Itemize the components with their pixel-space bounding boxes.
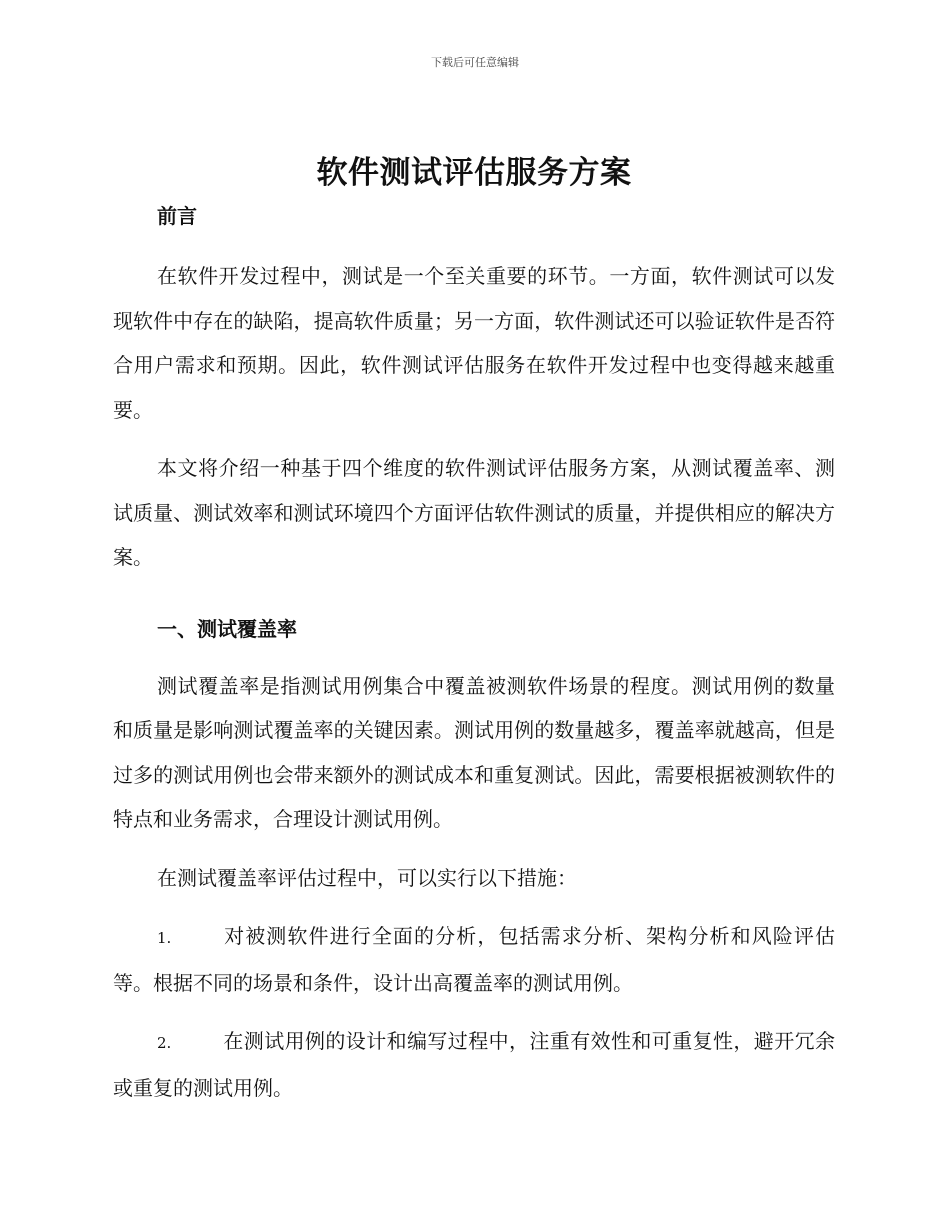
list-item-number: 1.	[157, 929, 172, 947]
section1-paragraph-2: 在测试覆盖率评估过程中，可以实行以下措施：	[157, 865, 577, 890]
preface-paragraph-2: 本文将介绍一种基于四个维度的软件测试评估服务方案，从测试覆盖率、测试质量、测试效率和测试环境四个方面评估软件测试的质量，并提供相应的解决方案。	[113, 456, 835, 569]
section-heading-coverage: 一、测试覆盖率	[157, 616, 297, 641]
document-title: 软件测试评估服务方案	[316, 155, 632, 191]
list-item	[113, 1019, 835, 1110]
section1-paragraph-1: 测试覆盖率是指测试用例集合中覆盖被测软件场景的程度。测试用例的数量和质量是影响测试覆盖率的关键因素。测试用例的数量越多，覆盖率就越高，但是过多的测试用例也会带来额外的测试成本和重复测试。因此，需要根据被测软件的特点和业务需求，合理设计测试用例。	[113, 673, 835, 831]
list-item-text: 在测试用例的设计和编写过程中，注重有效性和可重复性，避开冗余或重复的测试用例。	[113, 1029, 835, 1100]
list-item-number: 2.	[157, 1034, 172, 1052]
list-item-text: 对被测软件进行全面的分析，包括需求分析、架构分析和风险评估等。根据不同的场景和条件，设计出高覆盖率的测试用例。	[113, 924, 835, 995]
list-item	[113, 914, 835, 1005]
preface-heading: 前言	[157, 204, 197, 228]
header-note: 下载后可任意编辑	[431, 56, 519, 69]
preface-paragraph-1: 在软件开发过程中，测试是一个至关重要的环节。一方面，软件测试可以发现软件中存在的缺陷，提高软件质量；另一方面，软件测试还可以验证软件是否符合用户需求和预期。因此，软件测试评估服务在软件开发过程中也变得越来越重要。	[113, 264, 835, 422]
document-body	[113, 148, 835, 1124]
